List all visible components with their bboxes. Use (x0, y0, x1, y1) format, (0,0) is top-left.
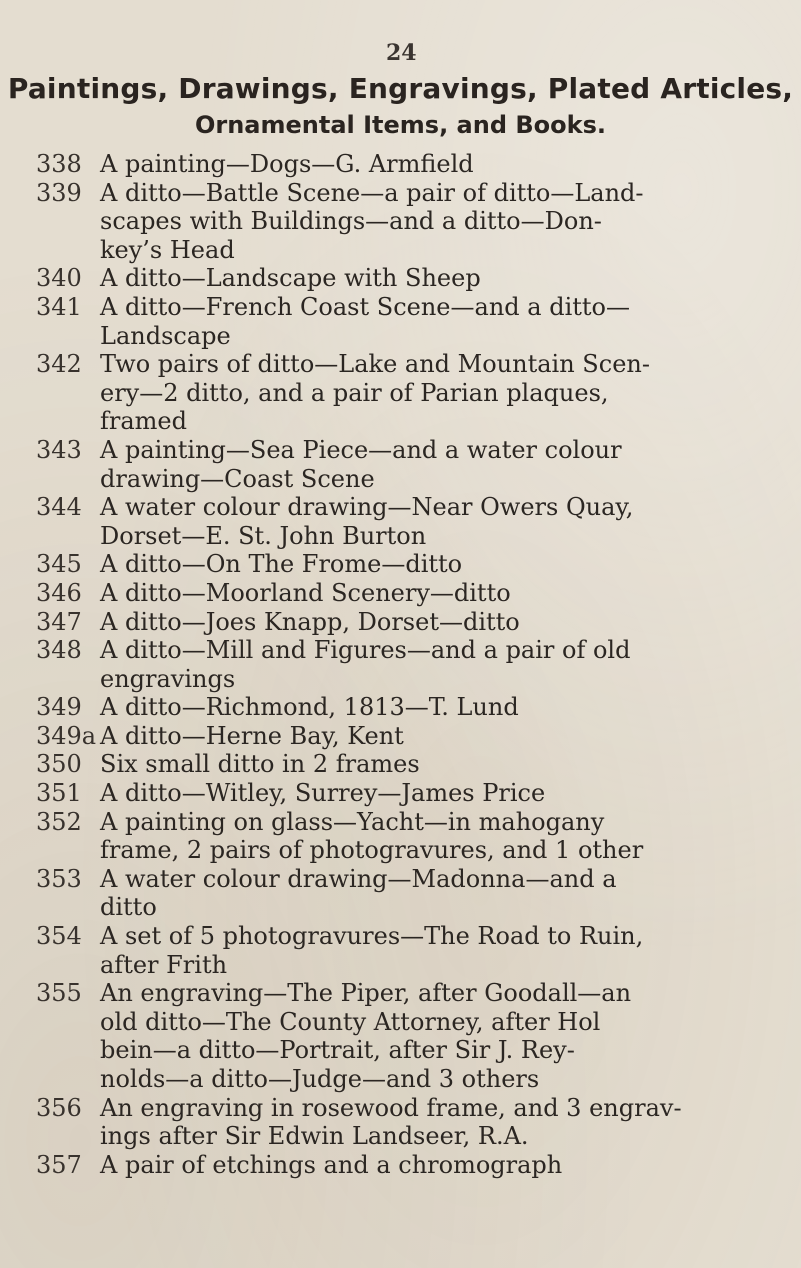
lot-description-line: A ditto—French Coast Scene—and a ditto— (100, 292, 630, 321)
lot-description (100, 608, 801, 637)
lot-description-line: A water colour drawing—Madonna—and a (100, 864, 617, 893)
lot-number: 351 (36, 779, 82, 808)
lot-entry (0, 865, 801, 922)
lot-description-line: nolds—a ditto—Judge—and 3 others (100, 1065, 540, 1093)
lot-number: 341 (36, 292, 82, 321)
lot-description (100, 1151, 801, 1180)
lot-description-line: A ditto—Witley, Surrey—James Price (100, 779, 546, 808)
lot-number: 348 (36, 636, 82, 665)
lot-description (100, 693, 801, 722)
lot-description-line: Six small ditto in 2 frames (100, 750, 420, 779)
lot-number: 339 (36, 178, 82, 207)
lot-description (100, 865, 801, 922)
lot-number: 338 (36, 150, 82, 178)
lot-entry (0, 1151, 801, 1180)
lot-number: 349a (36, 721, 97, 750)
lot-description-line: frame, 2 pairs of photogravures, and 1 other (100, 836, 644, 865)
lot-number: 357 (36, 1150, 82, 1179)
lot-entry (0, 493, 801, 550)
lot-number: 342 (36, 350, 82, 379)
lot-entry (0, 550, 801, 579)
lot-number: 350 (36, 750, 82, 779)
lot-entry (0, 779, 801, 808)
lot-entry (0, 979, 801, 1093)
lot-number: 352 (36, 807, 82, 836)
lot-number: 346 (36, 578, 82, 607)
lot-description-line: A ditto—Mill and Figures—and a pair of old (100, 636, 631, 665)
lot-description-line: after Frith (100, 950, 228, 979)
lot-description (100, 750, 801, 779)
lot-number: 353 (36, 864, 82, 893)
lot-description-line: A ditto—Richmond, 1813—T. Lund (100, 693, 519, 722)
lot-entry (0, 808, 801, 865)
lot-description-line: Dorset—E. St. John Burton (100, 521, 427, 550)
lot-description-line: A painting—Dogs—G. Armfield (100, 150, 474, 178)
lot-entry (0, 293, 801, 350)
lot-entry (0, 579, 801, 608)
lot-description (100, 779, 801, 808)
lot-description-line: bein—a ditto—Portrait, after Sir J. Rey- (100, 1036, 575, 1065)
lot-description (100, 636, 801, 693)
lot-number: 354 (36, 922, 82, 951)
lot-description-line: A water colour drawing—Near Owers Quay, (100, 493, 634, 522)
lot-description-line: ings after Sir Edwin Landseer, R.A. (100, 1122, 529, 1151)
lot-description-line: A painting on glass—Yacht—in mahogany (100, 807, 605, 836)
lot-number: 349 (36, 693, 82, 722)
lot-description (100, 1094, 801, 1151)
lot-description-line: old ditto—The County Attorney, after Hol (100, 1007, 601, 1036)
lot-entry (0, 608, 801, 637)
lot-description-line: A set of 5 photogravures—The Road to Ruin, (100, 922, 644, 951)
lot-description (100, 550, 801, 579)
lot-number: 355 (36, 979, 82, 1008)
lot-description-line: Landscape (100, 321, 231, 350)
lot-entry (0, 436, 801, 493)
lot-description (100, 722, 801, 751)
lot-description (100, 179, 801, 265)
lot-description (100, 293, 801, 350)
lot-description-line: A ditto—Joes Knapp, Dorset—ditto (100, 607, 520, 636)
lot-description-line: Two pairs of ditto—Lake and Mountain Scen- (100, 350, 650, 379)
lot-description (100, 979, 801, 1093)
lot-description-line: scapes with Buildings—and a ditto—Don- (100, 207, 602, 236)
lot-description (100, 579, 801, 608)
lot-entry (0, 693, 801, 722)
lot-description-line: A ditto—Herne Bay, Kent (100, 721, 404, 750)
lot-description-line: drawing—Coast Scene (100, 464, 375, 493)
lot-number: 343 (36, 435, 82, 464)
lot-entry (0, 750, 801, 779)
lot-description-line: framed (100, 407, 187, 436)
lot-description-line: A ditto—On The Frome—ditto (100, 550, 463, 579)
lot-description (100, 493, 801, 550)
page-number: 24 (386, 40, 417, 66)
lot-description (100, 808, 801, 865)
lot-entry (0, 1094, 801, 1151)
lot-description-line: ery—2 ditto, and a pair of Parian plaques, (100, 378, 609, 407)
lot-description-line: A ditto—Landscape with Sheep (100, 264, 481, 293)
lot-number: 356 (36, 1093, 82, 1122)
lot-entry (0, 722, 801, 751)
lot-description-line: A pair of etchings and a chromograph (100, 1150, 563, 1179)
lot-description (100, 436, 801, 493)
lot-description-line: An engraving—The Piper, after Goodall—an (100, 979, 632, 1008)
lot-description (100, 150, 801, 179)
lot-description-line: key’s Head (100, 235, 235, 264)
lot-entry (0, 350, 801, 436)
lot-description (100, 922, 801, 979)
lot-entry (0, 264, 801, 293)
lot-entry (0, 636, 801, 693)
lot-description (100, 350, 801, 436)
lot-description-line: engravings (100, 664, 236, 693)
lot-number: 344 (36, 493, 82, 522)
page-heading-line-1: Paintings, Drawings, Engravings, Plated Articles, (7, 72, 794, 105)
lot-description-line: A ditto—Battle Scene—a pair of ditto—Land- (100, 178, 644, 207)
lot-list (0, 150, 801, 1179)
lot-description-line: An engraving in rosewood frame, and 3 engrav- (100, 1093, 682, 1122)
lot-description-line: A ditto—Moorland Scenery—ditto (100, 578, 511, 607)
lot-number: 347 (36, 607, 82, 636)
lot-entry (0, 179, 801, 265)
lot-description-line: ditto (100, 893, 157, 922)
lot-entry (0, 150, 801, 179)
lot-entry (0, 922, 801, 979)
lot-number: 340 (36, 264, 82, 293)
lot-number: 345 (36, 550, 82, 579)
page-heading-line-2: Ornamental Items, and Books. (194, 111, 607, 139)
lot-description (100, 264, 801, 293)
lot-description-line: A painting—Sea Piece—and a water colour (100, 435, 622, 464)
